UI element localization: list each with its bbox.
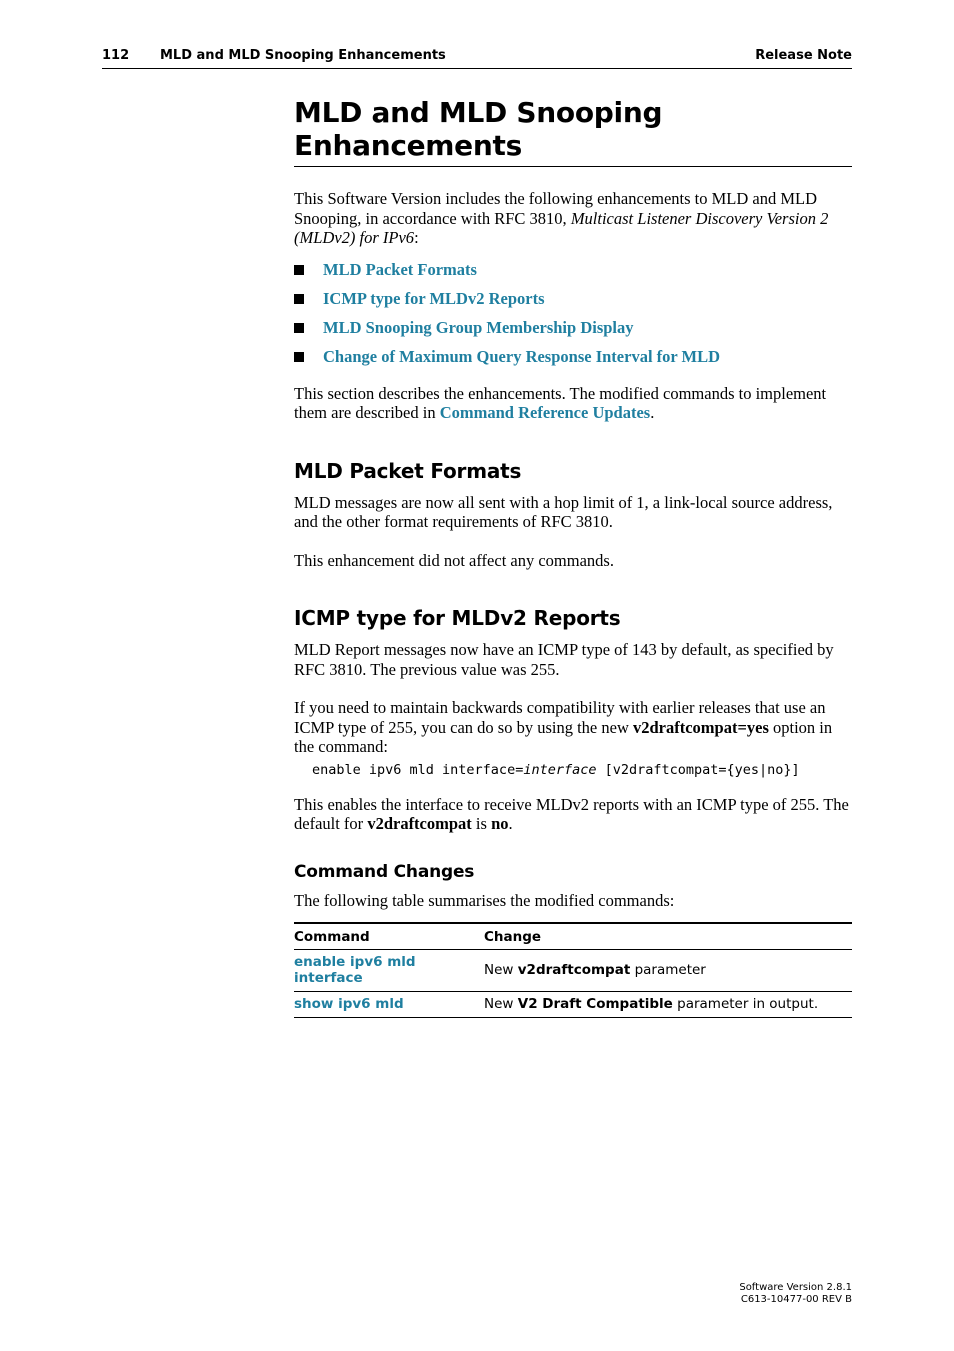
enhancement-list	[294, 260, 852, 376]
mld-packet-formats-para2: This enhancement did not affect any commands.	[294, 550, 614, 570]
list-item	[294, 347, 852, 376]
link-mld-packet-formats[interactable]: MLD Packet Formats	[323, 259, 477, 279]
icmp-para3: This enables the interface to receive MLDv2 reports with an ICMP type of 255. The default for v2draftcompat is no.	[294, 794, 849, 833]
software-version: Software Version 2.8.1	[739, 1282, 852, 1293]
table-row	[294, 992, 852, 1018]
bullet-square-icon	[294, 352, 304, 362]
heading-icmp-type: ICMP type for MLDv2 Reports	[294, 606, 621, 630]
icmp-para2: If you need to maintain backwards compatibility with earlier releases that use an ICMP type of 255, you can do so by using the new v2draftcompat=yes option in the command:	[294, 698, 833, 756]
header-doc-type: Release Note	[755, 48, 852, 63]
list-item	[294, 289, 852, 318]
command-changes-table	[294, 922, 852, 1018]
bullet-square-icon	[294, 323, 304, 333]
page-footer	[739, 1282, 852, 1306]
change-cell: New v2draftcompat parameter	[484, 950, 852, 992]
link-icmp-type[interactable]: ICMP type for MLDv2 Reports	[323, 288, 545, 308]
heading-command-changes: Command Changes	[294, 861, 475, 882]
link-mld-snooping-display[interactable]: MLD Snooping Group Membership Display	[323, 317, 634, 337]
bullet-square-icon	[294, 265, 304, 275]
intro-paragraph: This Software Version includes the following enhancements to MLD and MLD Snooping, in accordance with RFC 3810, Multicast Listener Discovery Version 2 (MLDv2) for IPv6:	[294, 189, 829, 247]
list-item	[294, 260, 852, 289]
page-title: MLD and MLD Snooping Enhancements	[294, 96, 852, 167]
link-max-query-response[interactable]: Change of Maximum Query Response Interval for MLD	[323, 346, 721, 366]
column-header-change: Change	[484, 923, 852, 950]
document-id: C613-10477-00 REV B	[740, 1294, 852, 1305]
icmp-para1: MLD Report messages now have an ICMP type of 143 by default, as specified by RFC 3810. The previous value was 255.	[294, 640, 834, 679]
page-header	[102, 48, 852, 69]
rfc-title: Multicast Listener Discovery Version 2 (MLDv2) for IPv6	[294, 208, 829, 247]
command-syntax: enable ipv6 mld interface=interface [v2draftcompat={yes|no}]	[312, 761, 800, 778]
mld-packet-formats-para1: MLD messages are now all sent with a hop limit of 1, a link-local source address, and the other format requirements of RFC 3810.	[294, 492, 833, 531]
link-show-ipv6-mld[interactable]: show ipv6 mld	[294, 996, 404, 1012]
main-content	[294, 96, 852, 1018]
header-section-title: MLD and MLD Snooping Enhancements	[160, 48, 446, 63]
link-enable-ipv6-mld-interface[interactable]: enable ipv6 mld interface	[294, 954, 416, 986]
heading-mld-packet-formats: MLD Packet Formats	[294, 458, 522, 483]
list-item	[294, 318, 852, 347]
table-header-row	[294, 923, 852, 950]
bullet-square-icon	[294, 294, 304, 304]
link-command-reference-updates[interactable]: Command Reference Updates	[439, 403, 651, 422]
change-cell: New V2 Draft Compatible parameter in output.	[484, 992, 852, 1018]
section-description: This section describes the enhancements. The modified commands to implement them are described in Command Reference Updates.	[294, 383, 827, 422]
command-changes-intro: The following table summarises the modified commands:	[294, 890, 675, 910]
command-param: interface	[523, 761, 597, 778]
table-row	[294, 950, 852, 992]
page-number: 112	[102, 48, 130, 63]
column-header-command: Command	[294, 923, 484, 950]
option-v2draftcompat-yes: v2draftcompat=yes	[632, 717, 769, 737]
